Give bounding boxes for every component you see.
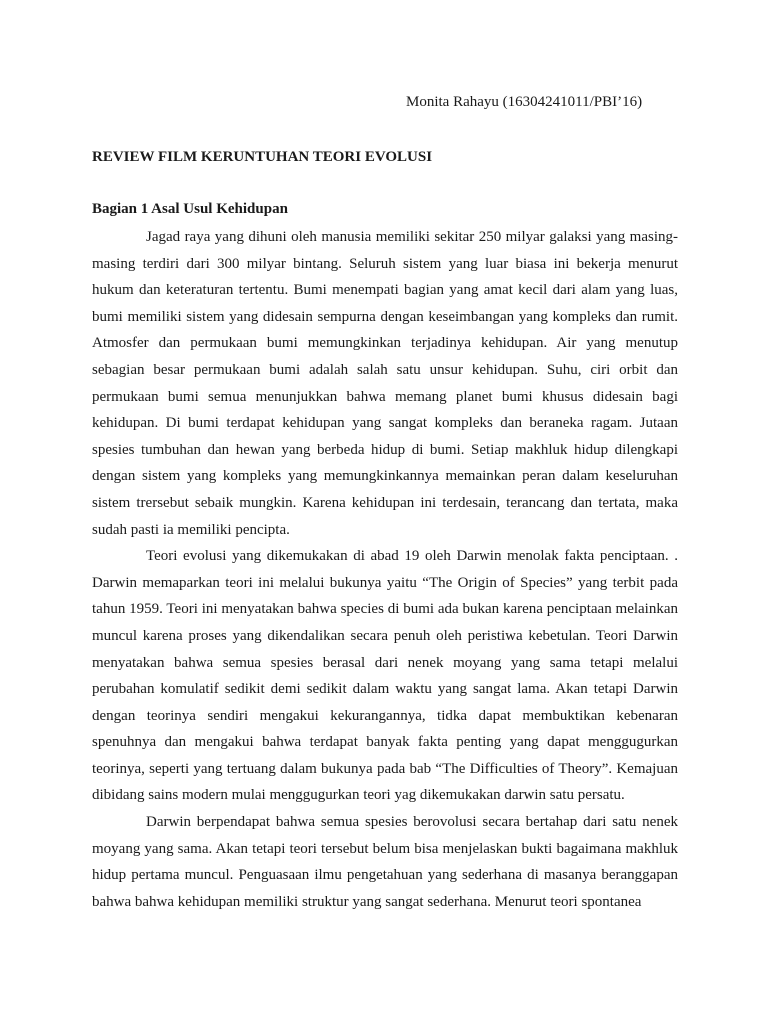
paragraph: Jagad raya yang dihuni oleh manusia memiliki sekitar 250 milyar galaksi yang masing-masing terdiri dari 300 milyar bintang. Seluruh sistem yang luar biasa ini bekerja menurut hukum dan keteraturan tertentu. Bumi menempati bagian yang amat kecil dari alam yang luas, bumi memiliki sistem yang didesain sempurna dengan keseimbangan yang kompleks dan rumit. Atmosfer dan permukaan bumi memungkinkan terjadinya kehidupan. Air yang menutup sebagian besar permukaan bumi adalah salah satu unsur kehidupan. Suhu, ciri orbit dan permukaan bumi semua menunjukkan bahwa memang planet bumi khusus didesain bagi kehidupan. Di bumi terdapat kehidupan yang sangat kompleks dan beraneka ragam. Jutaan spesies tumbuhan dan hewan yang berbeda hidup di bumi. Setiap makhluk hidup dilengkapi dengan sistem yang kompleks yang memungkinkannya memainkan peran dalam keseluruhan sistem trersebut sebaik mungkin. Karena kehidupan ini terdesain, terancang dan tertata, maka sudah pasti ia memiliki pencipta.	[92, 229, 678, 538]
section-heading: Bagian 1 Asal Usul Kehidupan	[92, 201, 288, 217]
paragraph: Darwin berpendapat bahwa semua spesies berovolusi secara bertahap dari satu nenek moyang yang sama. Akan tetapi teori tersebut belum bisa menjelaskan bukti bagaimana makhluk hidup pertama muncul. Penguasaan ilmu pengetahuan yang sederhana di masanya beranggapan bahwa bahwa kehidupan memiliki struktur yang sangat sederhana. Menurut teori spontanea	[92, 814, 678, 910]
paragraph: Teori evolusi yang dikemukakan di abad 19 oleh Darwin menolak fakta penciptaan. . Darwin memaparkan teori ini melalui bukunya yaitu “The Origin of Species” yang terbit pada tahun 1959. Teori ini menyatakan bahwa species di bumi ada bukan karena penciptaan melainkan muncul karena proses yang dikendalikan secara penuh oleh peristiwa kebetulan. Teori Darwin menyatakan bahwa semua spesies berasal dari nenek moyang yang sama tetapi melalui perubahan komulatif sedikit demi sedikit dalam waktu yang sangat lama. Akan tetapi Darwin dengan teorinya sendiri mengakui kekurangannya, tidka dapat membuktikan kebenaran spenuhnya dan mengakui bahwa terdapat banyak fakta penting yang dapat menggugurkan teorinya, seperti yang tertuang dalam bukunya pada bab “The Difficulties of Theory”. Kemajuan dibidang sains modern mulai menggugurkan teori yag dikemukakan darwin satu persatu.	[92, 548, 678, 804]
document-body	[92, 224, 678, 915]
author-line: Monita Rahayu (16304241011/PBI’16)	[406, 94, 643, 110]
document-title: REVIEW FILM KERUNTUHAN TEORI EVOLUSI	[92, 149, 433, 165]
